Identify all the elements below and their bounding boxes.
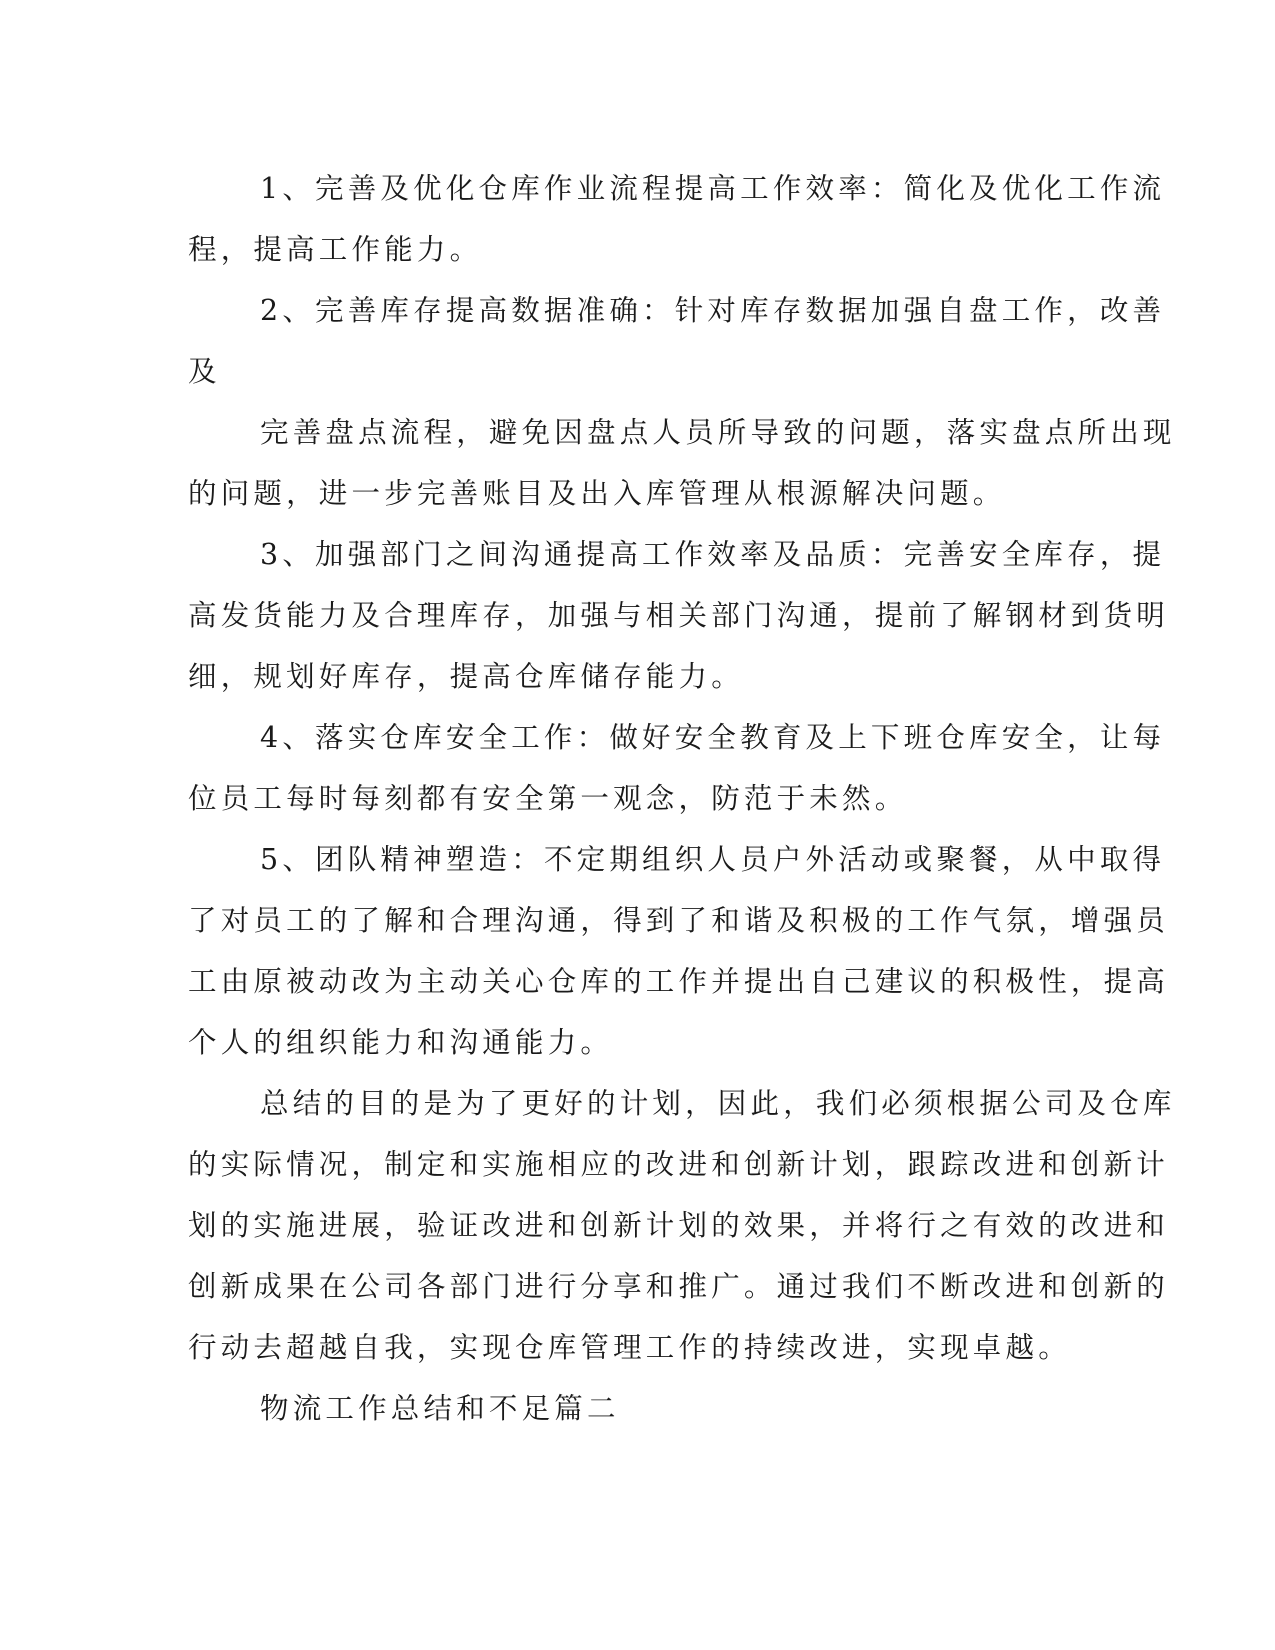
- text-line: 划的实施进展，验证改进和创新计划的效果，并将行之有效的改进和: [188, 1209, 1170, 1242]
- text-line: 个人的组织能力和沟通能力。: [188, 1026, 614, 1059]
- text-line: 2、完善库存提高数据准确：针对库存数据加强自盘工作，改善: [260, 294, 1166, 327]
- section-heading: 物流工作总结和不足篇二: [260, 1392, 620, 1425]
- text-line: 了对员工的了解和合理沟通，得到了和谐及积极的工作气氛，增强员: [188, 904, 1170, 937]
- text-line: 的实际情况，制定和实施相应的改进和创新计划，跟踪改进和创新计: [188, 1148, 1170, 1181]
- document-body: [188, 158, 1176, 1439]
- text-line: 细，规划好库存，提高仓库储存能力。: [188, 660, 744, 693]
- text-line: 创新成果在公司各部门进行分享和推广。通过我们不断改进和创新的: [188, 1270, 1170, 1303]
- text-line: 总结的目的是为了更好的计划，因此，我们必须根据公司及仓库: [260, 1087, 1176, 1120]
- text-line: 程，提高工作能力。: [188, 233, 483, 266]
- text-line: 行动去超越自我，实现仓库管理工作的持续改进，实现卓越。: [188, 1331, 1071, 1364]
- text-line: 高发货能力及合理库存，加强与相关部门沟通，提前了解钢材到货明: [188, 599, 1170, 632]
- text-line: 工由原被动改为主动关心仓库的工作并提出自己建议的积极性，提高: [188, 965, 1170, 998]
- text-line: 及: [188, 355, 221, 388]
- text-line: 的问题，进一步完善账目及出入库管理从根源解决问题。: [188, 477, 1006, 510]
- text-line: 位员工每时每刻都有安全第一观念，防范于未然。: [188, 782, 908, 815]
- text-line: 完善盘点流程，避免因盘点人员所导致的问题，落实盘点所出现: [260, 416, 1176, 449]
- text-line: 4、落实仓库安全工作：做好安全教育及上下班仓库安全，让每: [260, 721, 1166, 754]
- text-line: 5、团队精神塑造：不定期组织人员户外活动或聚餐，从中取得: [260, 843, 1166, 876]
- text-line: 1、完善及优化仓库作业流程提高工作效率：简化及优化工作流: [260, 172, 1166, 205]
- text-line: 3、加强部门之间沟通提高工作效率及品质：完善安全库存，提: [260, 538, 1166, 571]
